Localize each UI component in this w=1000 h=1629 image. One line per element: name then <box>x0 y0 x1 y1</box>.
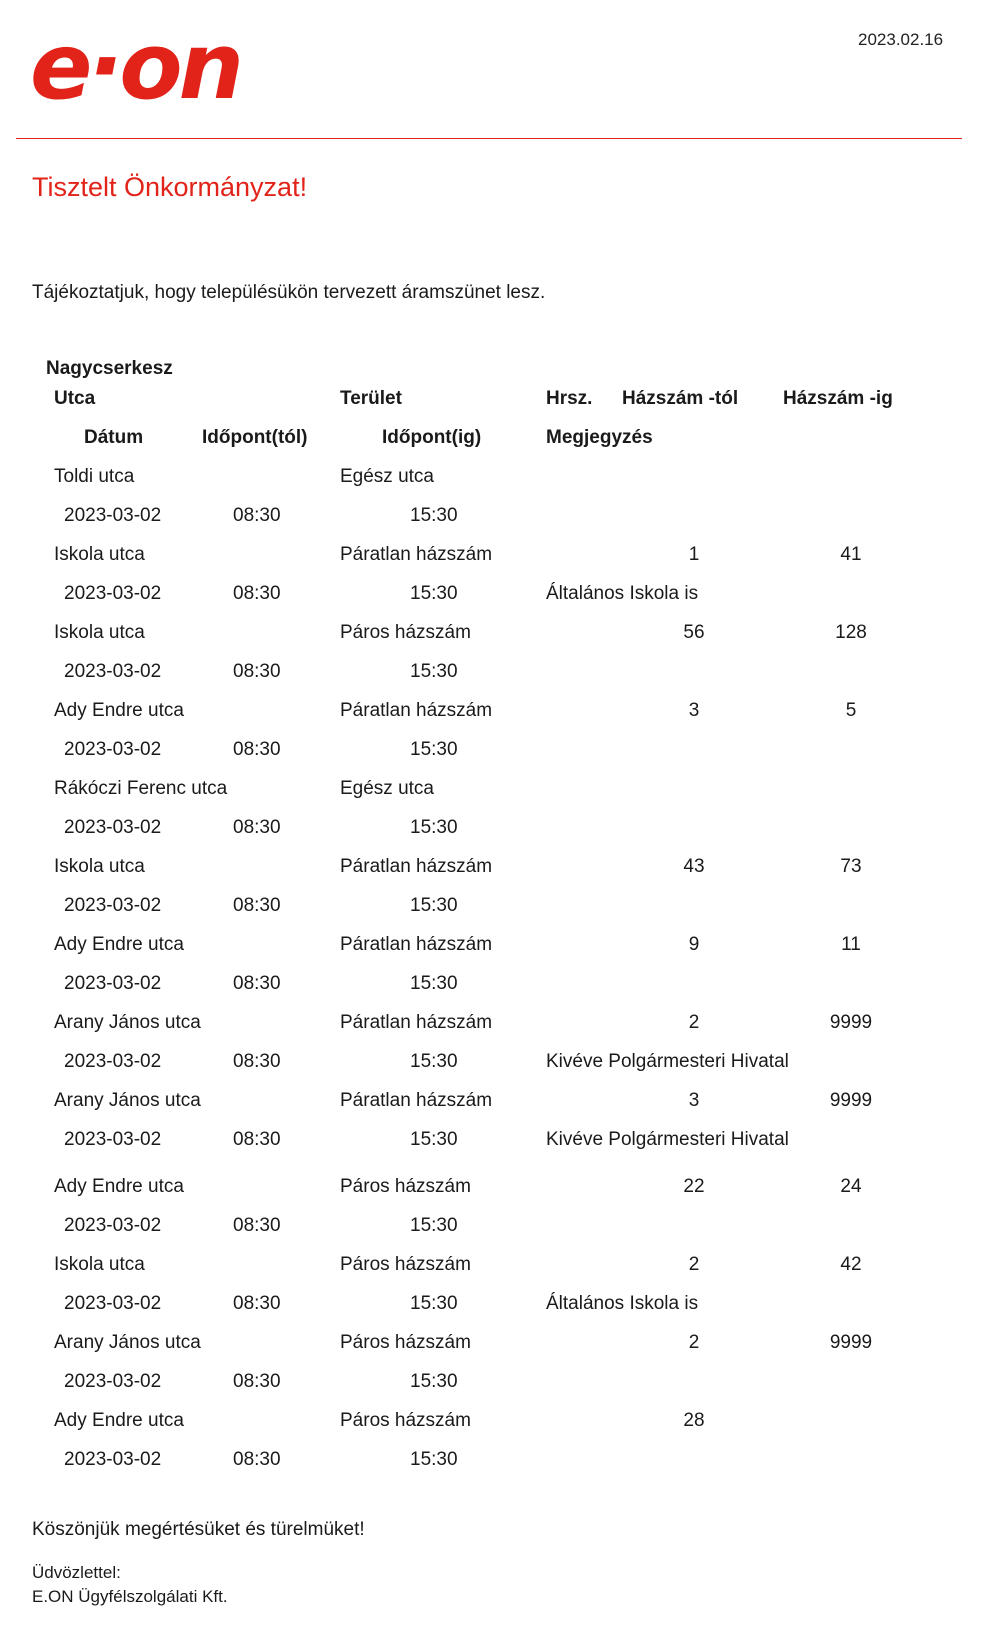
cell-hazszam-tol: 22 <box>683 1176 705 1197</box>
cell-terulet: Páros házszám <box>340 1410 471 1431</box>
cell-utca: Ady Endre utca <box>54 700 184 721</box>
cell-utca: Iskola utca <box>54 856 145 877</box>
cell-datum: 2023-03-02 <box>64 1129 162 1150</box>
cell-utca: Iskola utca <box>54 1254 145 1275</box>
cell-datum: 2023-03-02 <box>64 1293 162 1314</box>
cell-idopont-tol: 08:30 <box>233 817 281 838</box>
cell-hazszam-tol: 2 <box>688 1332 700 1353</box>
cell-idopont-ig: 15:30 <box>410 895 458 916</box>
col-header-terulet: Terület <box>340 388 402 409</box>
cell-terulet: Páros házszám <box>340 1176 471 1197</box>
cell-idopont-ig: 15:30 <box>410 583 458 604</box>
cell-terulet: Páratlan házszám <box>340 856 493 877</box>
cell-utca: Arany János utca <box>54 1090 201 1111</box>
cell-datum: 2023-03-02 <box>64 895 162 916</box>
cell-datum: 2023-03-02 <box>64 739 162 760</box>
cell-megjegyzes: Kivéve Polgármesteri Hivatal <box>546 1129 789 1150</box>
cell-idopont-tol: 08:30 <box>233 1371 281 1392</box>
col-header-megjegyzes: Megjegyzés <box>546 427 653 448</box>
cell-hazszam-tol: 1 <box>688 544 700 565</box>
cell-utca: Toldi utca <box>54 466 135 487</box>
cell-hazszam-ig: 73 <box>840 856 862 877</box>
col-header-idopont-tol: Időpont(tól) <box>202 427 308 448</box>
cell-utca: Iskola utca <box>54 622 145 643</box>
eon-logo <box>28 24 288 114</box>
cell-hazszam-tol: 28 <box>683 1410 705 1431</box>
cell-utca: Arany János utca <box>54 1012 201 1033</box>
header-divider <box>16 138 962 139</box>
cell-hazszam-ig: 128 <box>835 622 867 643</box>
cell-idopont-tol: 08:30 <box>233 661 281 682</box>
cell-datum: 2023-03-02 <box>64 583 162 604</box>
cell-idopont-ig: 15:30 <box>410 661 458 682</box>
cell-hazszam-tol: 2 <box>688 1012 700 1033</box>
cell-datum: 2023-03-02 <box>64 1051 162 1072</box>
cell-hazszam-tol: 3 <box>688 1090 700 1111</box>
greeting: Tisztelt Önkormányzat! <box>32 172 308 202</box>
cell-hazszam-ig: 9999 <box>829 1332 873 1353</box>
cell-datum: 2023-03-02 <box>64 1215 162 1236</box>
cell-idopont-ig: 15:30 <box>410 817 458 838</box>
cell-datum: 2023-03-02 <box>64 1449 162 1470</box>
cell-idopont-tol: 08:30 <box>233 1129 281 1150</box>
cell-datum: 2023-03-02 <box>64 661 162 682</box>
cell-idopont-ig: 15:30 <box>410 1449 458 1470</box>
intro-text: Tájékoztatjuk, hogy településükön tervezett áramszünet lesz. <box>32 282 546 303</box>
cell-hazszam-tol: 2 <box>688 1254 700 1275</box>
col-header-hazszam-tol: Házszám -tól <box>622 388 739 409</box>
cell-hazszam-ig: 9999 <box>829 1090 873 1111</box>
letter-date: 2023.02.16 <box>858 30 944 49</box>
cell-hazszam-ig: 5 <box>845 700 857 721</box>
cell-megjegyzes: Általános Iskola is <box>546 583 699 604</box>
closing <box>32 1561 228 1609</box>
cell-terulet: Páratlan házszám <box>340 1012 493 1033</box>
thanks-text: Köszönjük megértésüket és türelmüket! <box>32 1519 365 1540</box>
cell-idopont-tol: 08:30 <box>233 1051 281 1072</box>
cell-idopont-tol: 08:30 <box>233 583 281 604</box>
cell-datum: 2023-03-02 <box>64 817 162 838</box>
col-header-hrsz: Hrsz. <box>546 388 593 409</box>
cell-utca: Arany János utca <box>54 1332 201 1353</box>
cell-terulet: Egész utca <box>340 778 434 799</box>
cell-idopont-ig: 15:30 <box>410 973 458 994</box>
cell-idopont-tol: 08:30 <box>233 505 281 526</box>
cell-idopont-ig: 15:30 <box>410 1129 458 1150</box>
cell-idopont-ig: 15:30 <box>410 1371 458 1392</box>
cell-hazszam-ig: 11 <box>841 934 861 955</box>
cell-idopont-tol: 08:30 <box>233 1293 281 1314</box>
cell-idopont-ig: 15:30 <box>410 1215 458 1236</box>
cell-datum: 2023-03-02 <box>64 973 162 994</box>
signature-line: E.ON Ügyfélszolgálati Kft. <box>32 1587 228 1606</box>
cell-idopont-tol: 08:30 <box>233 1449 281 1470</box>
col-header-datum: Dátum <box>84 427 144 448</box>
cell-utca: Iskola utca <box>54 544 145 565</box>
cell-idopont-tol: 08:30 <box>233 973 281 994</box>
cell-hazszam-tol: 43 <box>683 856 705 877</box>
cell-datum: 2023-03-02 <box>64 505 162 526</box>
logo-wordmark: e·on <box>30 24 241 114</box>
col-header-idopont-ig: Időpont(ig) <box>382 427 482 448</box>
regards-line: Üdvözlettel: <box>32 1563 121 1582</box>
col-header-utca: Utca <box>54 388 96 409</box>
cell-hazszam-tol: 9 <box>688 934 700 955</box>
cell-terulet: Páros házszám <box>340 622 471 643</box>
cell-datum: 2023-03-02 <box>64 1371 162 1392</box>
cell-hazszam-ig: 41 <box>840 544 862 565</box>
cell-megjegyzes: Általános Iskola is <box>546 1293 699 1314</box>
cell-hazszam-ig: 42 <box>840 1254 862 1275</box>
cell-megjegyzes: Kivéve Polgármesteri Hivatal <box>546 1051 789 1072</box>
col-header-hazszam-ig: Házszám -ig <box>783 388 893 409</box>
cell-terulet: Páros házszám <box>340 1332 471 1353</box>
cell-hazszam-tol: 3 <box>688 700 700 721</box>
cell-utca: Ady Endre utca <box>54 934 184 955</box>
cell-idopont-tol: 08:30 <box>233 739 281 760</box>
cell-terulet: Páratlan házszám <box>340 1090 493 1111</box>
cell-hazszam-tol: 56 <box>683 622 705 643</box>
cell-utca: Ady Endre utca <box>54 1176 184 1197</box>
cell-hazszam-ig: 24 <box>840 1176 862 1197</box>
cell-utca: Rákóczi Ferenc utca <box>54 778 228 799</box>
cell-terulet: Páros házszám <box>340 1254 471 1275</box>
cell-terulet: Egész utca <box>340 466 434 487</box>
cell-idopont-ig: 15:30 <box>410 1293 458 1314</box>
cell-idopont-ig: 15:30 <box>410 1051 458 1072</box>
cell-idopont-ig: 15:30 <box>410 739 458 760</box>
cell-hazszam-ig: 9999 <box>829 1012 873 1033</box>
cell-idopont-tol: 08:30 <box>233 895 281 916</box>
cell-terulet: Páratlan házszám <box>340 934 493 955</box>
cell-terulet: Páratlan házszám <box>340 544 493 565</box>
cell-terulet: Páratlan házszám <box>340 700 493 721</box>
settlement-name: Nagycserkesz <box>46 358 173 379</box>
cell-utca: Ady Endre utca <box>54 1410 184 1431</box>
cell-idopont-tol: 08:30 <box>233 1215 281 1236</box>
cell-idopont-ig: 15:30 <box>410 505 458 526</box>
